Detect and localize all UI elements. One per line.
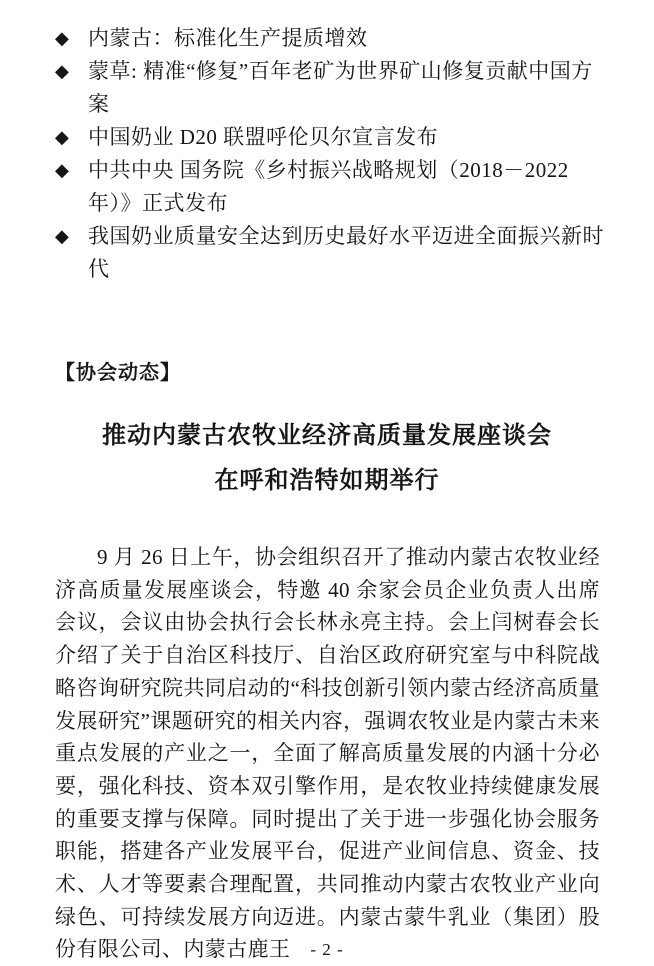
headline-item xyxy=(55,55,604,121)
article-title xyxy=(0,414,654,504)
article-title-line: 推动内蒙古农牧业经济高质量发展座谈会 xyxy=(102,423,552,449)
headline-list xyxy=(0,0,654,286)
headline-item xyxy=(55,121,604,154)
headline-text: 蒙草: 精准“修复”百年老矿为世界矿山修复贡献中国方案 xyxy=(88,59,593,116)
diamond-bullet-icon: ◆ xyxy=(55,226,69,246)
article-body: 9 月 26 日上午，协会组织召开了推动内蒙古农牧业经济高质量发展座谈会，特邀 40 余家会员企业负责人出席会议，会议由协会执行会长林永亮主持。会上闫树春会长介绍了关于自治区科技厅、自治区政府研究室与中科院战略咨询研究院共同启动的“科技创新引领内蒙古经济高质量发展研究”课题研究的相关内容，强调农牧业是内蒙古未来重点发展的产业之一，全面了解高质量发展的内涵十分必要，强化科技、资本双引擎作用，是农牧业持续健康发展的重要支撑与保障。同时提出了关于进一步强化协会服务职能，搭建各产业发展平台，促进产业间信息、资金、技术、人才等要素合理配置，共同推动内蒙古农牧业产业向绿色、可持续发展方向迈进。内蒙古蒙牛乳业（集团）股份有限公司、内蒙古鹿王 xyxy=(55,545,600,962)
article-title-line: 在呼和浩特如期举行 xyxy=(214,468,440,494)
page-number: - 2 - xyxy=(310,940,344,959)
headline-text: 我国奶业质量安全达到历史最好水平迈进全面振兴新时代 xyxy=(88,224,604,281)
diamond-bullet-icon: ◆ xyxy=(55,127,69,147)
headline-text: 中国奶业 D20 联盟呼伦贝尔宣言发布 xyxy=(88,125,439,149)
diamond-bullet-icon: ◆ xyxy=(55,28,69,48)
headline-text: 中共中央 国务院《乡村振兴战略规划（2018－2022 年）》正式发布 xyxy=(88,158,569,215)
headline-item xyxy=(55,220,604,286)
headline-text: 内蒙古：标准化生产提质增效 xyxy=(88,26,368,50)
headline-item xyxy=(55,22,604,55)
section-header: 【协会动态】 xyxy=(55,362,181,384)
headline-item xyxy=(55,154,604,220)
diamond-bullet-icon: ◆ xyxy=(55,61,69,81)
diamond-bullet-icon: ◆ xyxy=(55,160,69,180)
